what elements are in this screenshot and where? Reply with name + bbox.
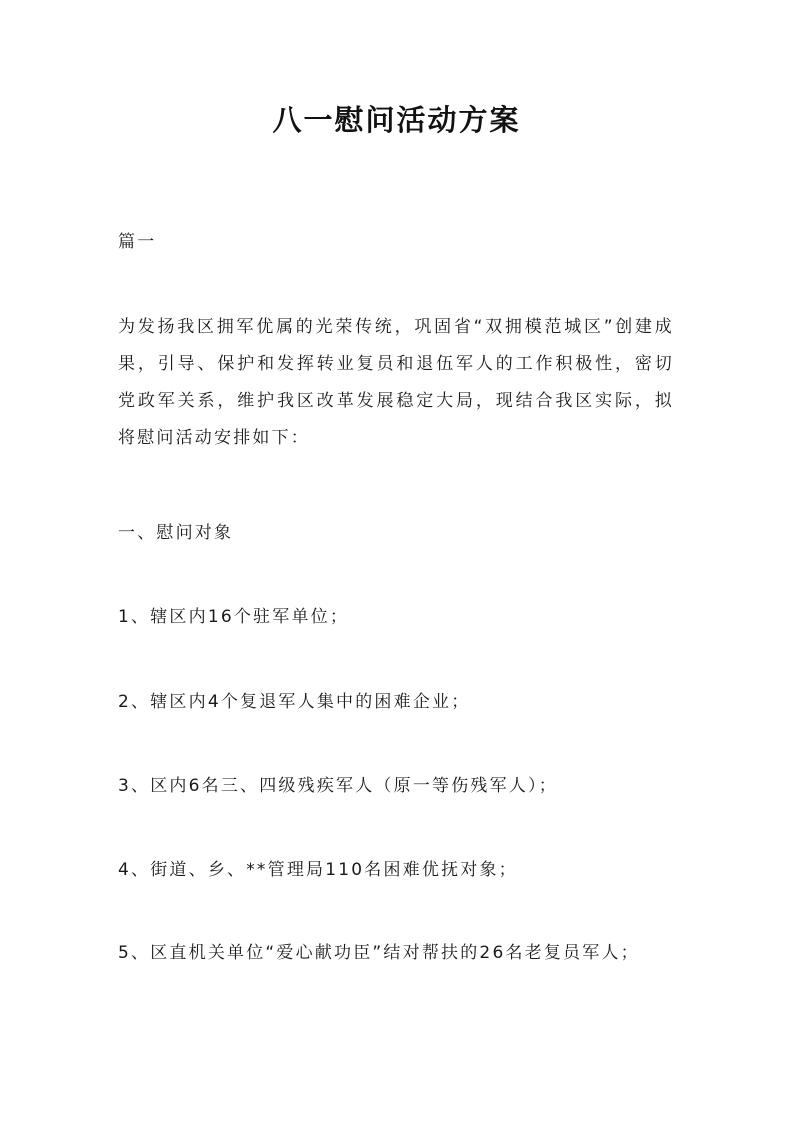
list-item: 4、街道、乡、**管理局110名困难优抚对象； [118, 860, 518, 880]
list-item: 1、辖区内16个驻军单位； [118, 607, 350, 627]
section-label: 篇一 [118, 232, 157, 252]
list-item: 3、区内6名三、四级残疾军人（原一等伤残军人）； [118, 776, 558, 796]
document-title: 八一慰问活动方案 [272, 103, 521, 137]
intro-paragraph: 为发扬我区拥军优属的光荣传统，巩固省“双拥模范城区”创建成果，引导、保护和发挥转业复员和退伍军人的工作积极性，密切党政军关系，维护我区改革发展稳定大局，现结合我区实际，拟将慰问活动安排如下： [118, 317, 674, 448]
section-heading: 一、慰问对象 [118, 523, 234, 543]
list-item: 5、区直机关单位“爱心献功臣”结对帮扶的26名老复员军人； [118, 943, 640, 963]
list-item: 2、辖区内4个复退军人集中的困难企业； [118, 692, 471, 712]
